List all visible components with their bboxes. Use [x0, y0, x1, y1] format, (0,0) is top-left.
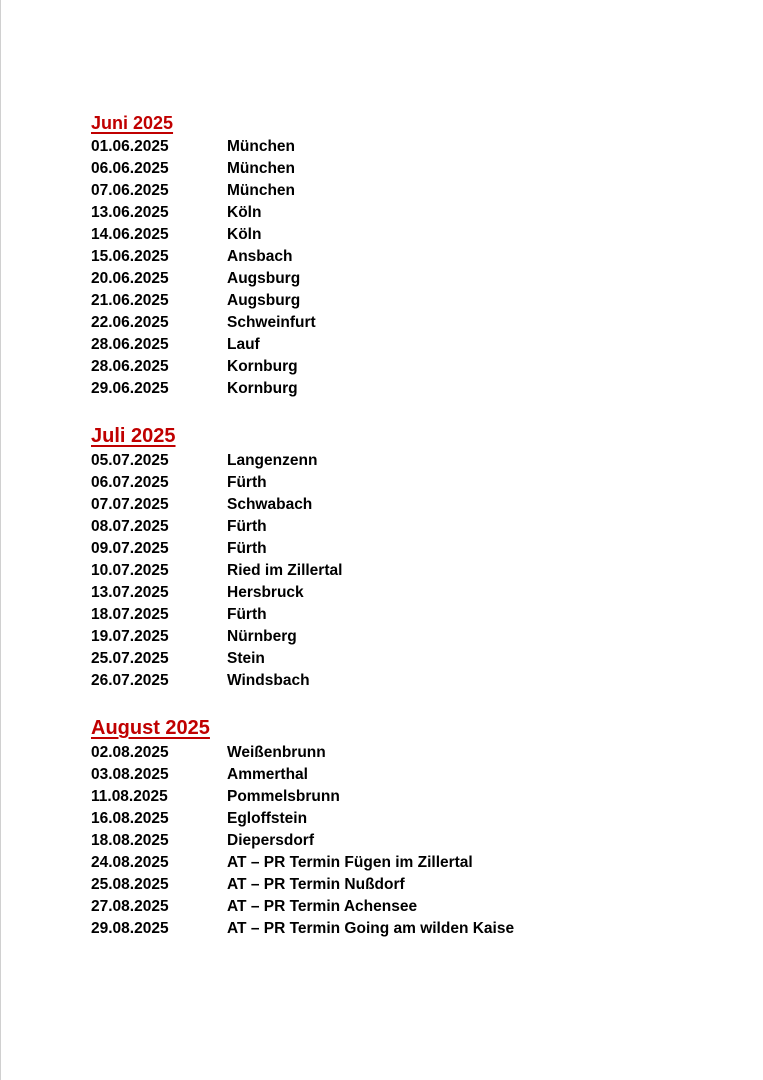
event-row: [91, 450, 731, 472]
event-date: 07.07.2025: [91, 496, 169, 513]
event-place: Fürth: [227, 518, 267, 535]
event-row: [91, 268, 731, 290]
event-place: Ried im Zillertal: [227, 562, 343, 579]
event-date: 28.06.2025: [91, 358, 169, 375]
event-place: Pommelsbrunn: [227, 788, 340, 805]
month-block-august: [91, 716, 731, 940]
event-place: Kornburg: [227, 380, 298, 397]
event-date: 05.07.2025: [91, 452, 169, 469]
event-date: 25.07.2025: [91, 650, 169, 667]
event-row: [91, 290, 731, 312]
event-place: Hersbruck: [227, 584, 304, 601]
event-place: Schwabach: [227, 496, 313, 513]
event-date: 15.06.2025: [91, 248, 169, 265]
event-row: [91, 246, 731, 268]
event-row: [91, 604, 731, 626]
event-place: Ammerthal: [227, 766, 308, 783]
event-row: [91, 378, 731, 400]
event-date: 13.07.2025: [91, 584, 169, 601]
event-row: [91, 136, 731, 158]
event-place: Windsbach: [227, 672, 310, 689]
event-place: Köln: [227, 204, 262, 221]
month-block-juli: [91, 424, 731, 692]
event-place: Nürnberg: [227, 628, 297, 645]
event-row: [91, 560, 731, 582]
event-date: 28.06.2025: [91, 336, 169, 353]
event-row: [91, 312, 731, 334]
month-block-juni: [91, 112, 731, 400]
event-date: 16.08.2025: [91, 810, 169, 827]
event-place: München: [227, 182, 296, 199]
event-date: 26.07.2025: [91, 672, 169, 689]
event-row: [91, 918, 731, 940]
event-place: Ansbach: [227, 248, 293, 265]
event-row: [91, 472, 731, 494]
event-place: Weißenbrunn: [227, 744, 326, 761]
month-heading: Juli 2025: [91, 425, 176, 447]
event-row: [91, 896, 731, 918]
event-row: [91, 158, 731, 180]
event-place: Köln: [227, 226, 262, 243]
event-row: [91, 648, 731, 670]
event-date: 29.08.2025: [91, 920, 169, 937]
event-row: [91, 202, 731, 224]
event-place: Fürth: [227, 606, 267, 623]
event-date: 24.08.2025: [91, 854, 169, 871]
event-date: 20.06.2025: [91, 270, 169, 287]
event-date: 18.07.2025: [91, 606, 169, 623]
event-row: [91, 334, 731, 356]
event-place: Fürth: [227, 474, 267, 491]
event-date: 06.06.2025: [91, 160, 169, 177]
event-place: Egloffstein: [227, 810, 308, 827]
event-date: 10.07.2025: [91, 562, 169, 579]
event-row: [91, 874, 731, 896]
event-date: 06.07.2025: [91, 474, 169, 491]
event-date: 03.08.2025: [91, 766, 169, 783]
event-row: [91, 582, 731, 604]
event-date: 11.08.2025: [91, 788, 168, 805]
event-place: AT – PR Termin Achensee: [227, 898, 418, 915]
event-row: [91, 808, 731, 830]
event-row: [91, 494, 731, 516]
event-row: [91, 670, 731, 692]
event-place: Augsburg: [227, 292, 301, 309]
event-row: [91, 516, 731, 538]
month-heading: August 2025: [91, 717, 210, 739]
event-place: Lauf: [227, 336, 260, 353]
event-place: München: [227, 160, 296, 177]
event-date: 08.07.2025: [91, 518, 169, 535]
event-date: 21.06.2025: [91, 292, 169, 309]
event-place: Kornburg: [227, 358, 298, 375]
event-row: [91, 626, 731, 648]
event-date: 22.06.2025: [91, 314, 169, 331]
page-edge: [0, 0, 1, 1080]
event-row: [91, 180, 731, 202]
event-date: 27.08.2025: [91, 898, 169, 915]
event-date: 09.07.2025: [91, 540, 169, 557]
event-place: Augsburg: [227, 270, 301, 287]
event-date: 02.08.2025: [91, 744, 169, 761]
event-row: [91, 764, 731, 786]
event-date: 25.08.2025: [91, 876, 169, 893]
event-place: AT – PR Termin Going am wilden Kaise: [227, 920, 515, 937]
event-place: AT – PR Termin Fügen im Zillertal: [227, 854, 473, 871]
event-place: AT – PR Termin Nußdorf: [227, 876, 405, 893]
event-row: [91, 538, 731, 560]
event-place: Stein: [227, 650, 265, 667]
month-heading: Juni 2025: [91, 113, 174, 133]
event-date: 19.07.2025: [91, 628, 169, 645]
event-row: [91, 742, 731, 764]
event-row: [91, 830, 731, 852]
event-row: [91, 356, 731, 378]
event-place: Diepersdorf: [227, 832, 314, 849]
event-date: 14.06.2025: [91, 226, 169, 243]
event-place: Fürth: [227, 540, 267, 557]
event-date: 29.06.2025: [91, 380, 169, 397]
event-date: 13.06.2025: [91, 204, 169, 221]
event-row: [91, 224, 731, 246]
event-date: 18.08.2025: [91, 832, 169, 849]
event-row: [91, 852, 731, 874]
event-row: [91, 786, 731, 808]
event-place: Langenzenn: [227, 452, 318, 469]
event-place: Schweinfurt: [227, 314, 316, 331]
event-place: München: [227, 138, 296, 155]
event-date: 01.06.2025: [91, 138, 169, 155]
event-date: 07.06.2025: [91, 182, 169, 199]
